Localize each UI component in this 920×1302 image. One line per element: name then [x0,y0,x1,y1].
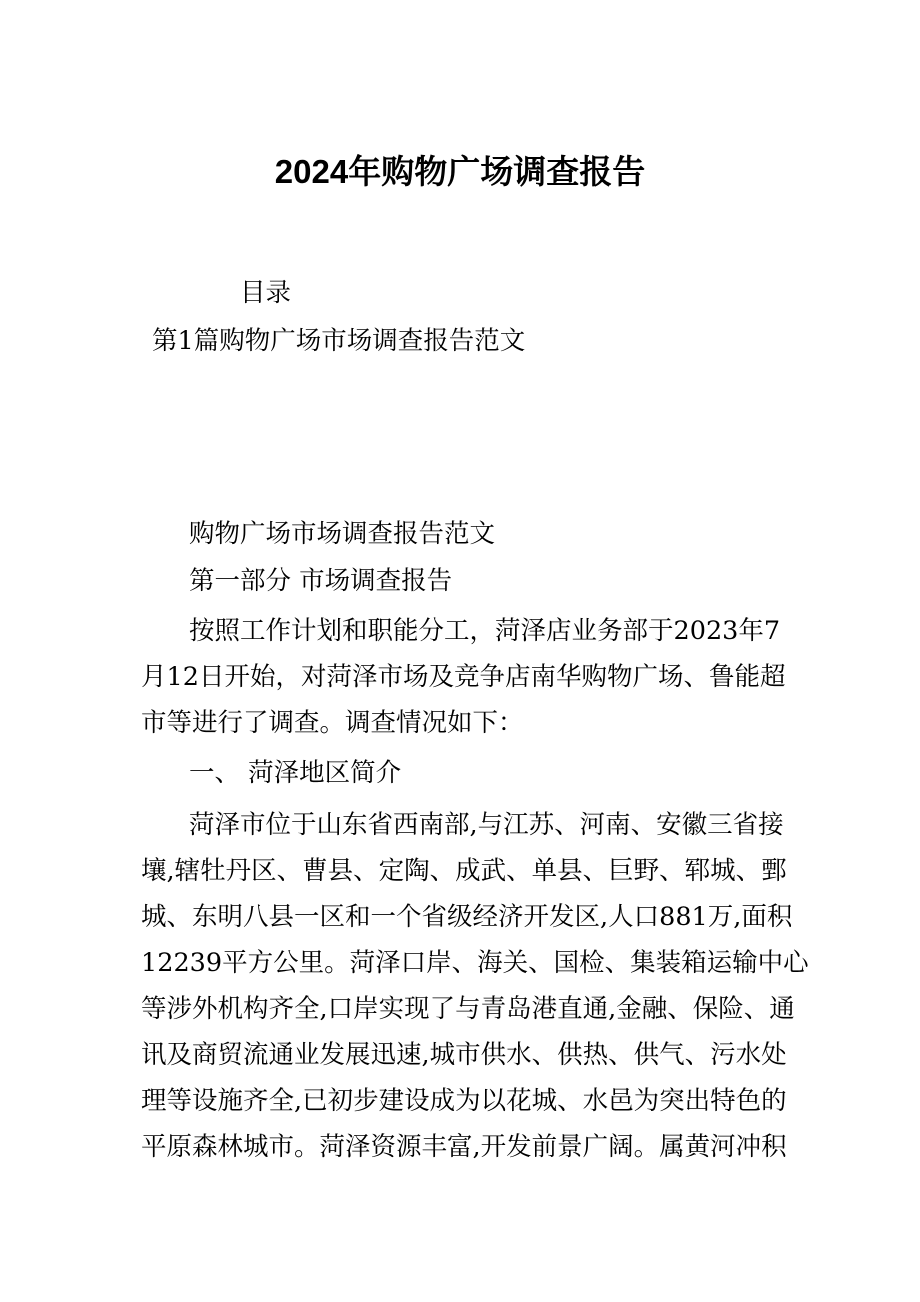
paragraph-line: 城、东明八县一区和一个省级经济开发区,人口881万,面积 [141,902,793,932]
subsection-heading: 一、 菏泽地区简介 [189,758,402,788]
paragraph-line: 菏泽市位于山东省西南部,与江苏、河南、安徽三省接 [189,810,784,840]
paragraph-line: 月12日开始，对菏泽市场及竞争店南华购物广场、鲁能超 [141,662,786,692]
paragraph-line: 壤,辖牡丹区、曹县、定陶、成武、单县、巨野、郓城、鄄 [141,856,787,886]
paragraph-line: 市等进行了调查。调查情况如下： [141,708,524,738]
paragraph-line: 等涉外机构齐全,口岸实现了与青岛港直通,金融、保险、通 [141,994,795,1024]
document-title: 2024年购物广场调查报告 [274,153,646,190]
paragraph-line: 平原森林城市。菏泽资源丰富,开发前景广阔。属黄河冲积 [141,1132,787,1162]
paragraph-line: 理等设施齐全,已初步建设成为以花城、水邑为突出特色的 [141,1086,787,1116]
paragraph-line: 讯及商贸流通业发展迅速,城市供水、供热、供气、污水处 [141,1040,787,1070]
toc-heading: 目录 [240,278,292,308]
part-heading: 第一部分 市场调查报告 [189,566,453,596]
paragraph-line: 按照工作计划和职能分工，菏泽店业务部于2023年7 [189,616,781,646]
paragraph-line: 12239平方公里。菏泽口岸、海关、国检、集装箱运输中心 [141,948,809,978]
section-title: 购物广场市场调查报告范文 [189,519,496,549]
toc-item[interactable]: 第1篇购物广场市场调查报告范文 [152,326,526,356]
